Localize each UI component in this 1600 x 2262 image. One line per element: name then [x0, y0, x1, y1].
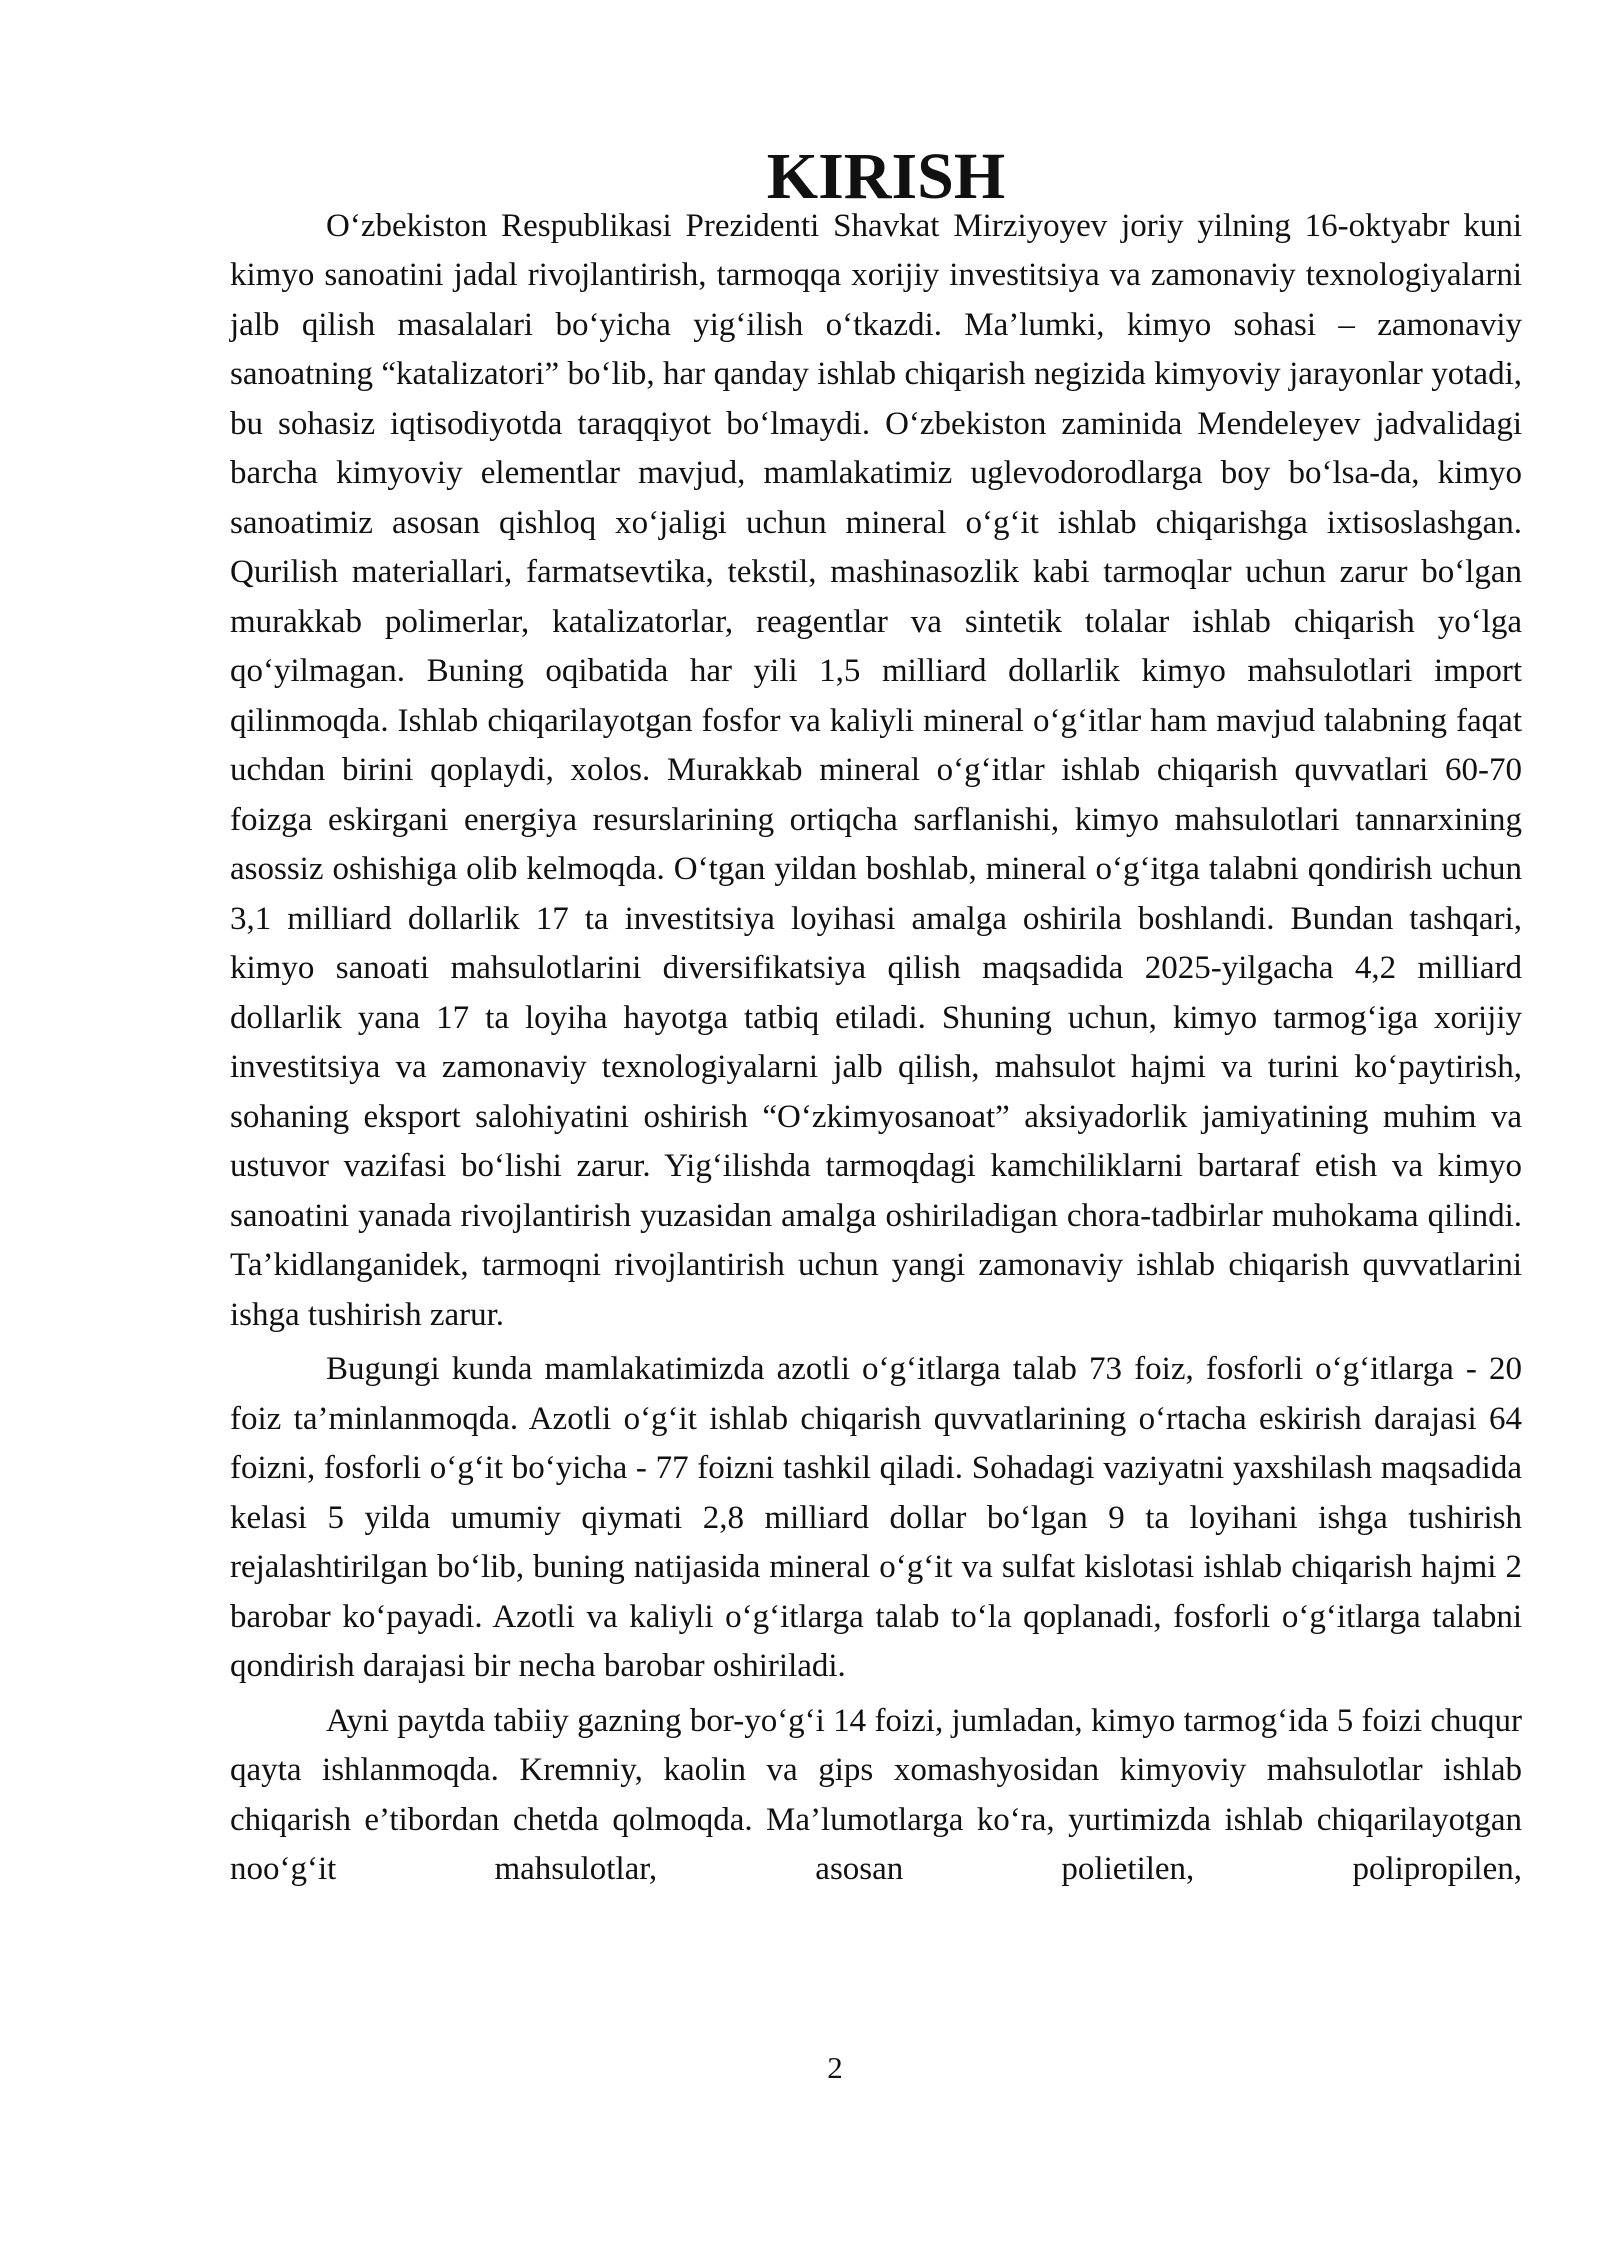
page-number: 2: [827, 2050, 843, 2085]
paragraph-2: Bugungi kunda mamlakatimizda azotli o‘g‘itlarga talab 73 foiz, fosforli o‘g‘itlarga - 20 foiz ta’minlanmoqda. Azotli o‘g‘it ishlab chiqarish quvvatlarining o‘rtacha eskirish darajasi 64 foizni, fosforli o‘g‘it bo‘yicha - 77 foizni tashkil qiladi. Sohadagi vaziyatni yaxshilash maqsadida kelasi 5 yilda umumiy qiymati 2,8 milliard dollar bo‘lgan 9 ta loyihani ishga tushirish rejalashtirilgan bo‘lib, buning natijasida mineral o‘g‘it va sulfat kislotasi ishlab chiqarish hajmi 2 barobar ko‘payadi. Azotli va kaliyli o‘g‘itlarga talab to‘la qoplanadi, fosforli o‘g‘itlarga talabni qondirish darajasi bir necha barobar oshiriladi.: [230, 1351, 1522, 1684]
page-content: [230, 140, 1522, 1895]
page-title: KIRISH: [766, 140, 1006, 213]
paragraph-3: Ayni paytda tabiiy gazning bor-yo‘g‘i 14 foizi, jumladan, kimyo tarmog‘ida 5 foizi chuqur qayta ishlanmoqda. Kremniy, kaolin va gips xomashyosidan kimyoviy mahsulotlar ishlab chiqarish e’tibordan chetda qolmoqda. Ma’lumotlarga ko‘ra, yurtimizda ishlab chiqarilayotgan noo‘g‘it mahsulotlar, asosan polietilen, polipropilen,: [230, 1702, 1522, 1887]
paragraph-1: O‘zbekiston Respublikasi Prezidenti Shavkat Mirziyoyev joriy yilning 16-oktyabr kuni kimyo sanoatini jadal rivojlantirish, tarmoqqa xorijiy investitsiya va zamonaviy texnologiyalarni jalb qilish masalalari bo‘yicha yig‘ilish o‘tkazdi. Ma’lumki, kimyo sohasi – zamonaviy sanoatning “katalizatori” bo‘lib, har qanday ishlab chiqarish negizida kimyoviy jarayonlar yotadi, bu sohasiz iqtisodiyotda taraqqiyot bo‘lmaydi. O‘zbekiston zaminida Mendeleyev jadvalidagi barcha kimyoviy elementlar mavjud, mamlakatimiz uglevodorodlarga boy bo‘lsa-da, kimyo sanoatimiz asosan qishloq xo‘jaligi uchun mineral o‘g‘it ishlab chiqarishga ixtisoslashgan. Qurilish materiallari, farmatsevtika, tekstil, mashinasozlik kabi tarmoqlar uchun zarur bo‘lgan murakkab polimerlar, katalizatorlar, reagentlar va sintetik tolalar ishlab chiqarish yo‘lga qo‘yilmagan. Buning oqibatida har yili 1,5 milliard dollarlik kimyo mahsulotlari import qilinmoqda. Ishlab chiqarilayotgan fosfor va kaliyli mineral o‘g‘itlar ham mavjud talabning faqat uchdan birini qoplaydi, xolos. Murakkab mineral o‘g‘itlar ishlab chiqarish quvvatlari 60-70 foizga eskirgani energiya resurslarining ortiqcha sarflanishi, kimyo mahsulotlari tannarxining asossiz oshishiga olib kelmoqda. O‘tgan yildan boshlab, mineral o‘g‘itga talabni qondirish uchun 3,1 milliard dollarlik 17 ta investitsiya loyihasi amalga oshirila boshlandi. Bundan tashqari, kimyo sanoati mahsulotlarini diversifikatsiya qilish maqsadida 2025-yilgacha 4,2 milliard dollarlik yana 17 ta loyiha hayotga tatbiq etiladi. Shuning uchun, kimyo tarmog‘iga xorijiy investitsiya va zamonaviy texnologiyalarni jalb qilish, mahsulot hajmi va turini ko‘paytirish, sohaning eksport salohiyatini oshirish “O‘zkimyosanoat” aksiyadorlik jamiyatining muhim va ustuvor vazifasi bo‘lishi zarur. Yig‘ilishda tarmoqdagi kamchiliklarni bartaraf etish va kimyo sanoatini yanada rivojlantirish yuzasidan amalga oshiriladigan chora-tadbirlar muhokama qilindi. Ta’kidlanganidek, tarmoqni rivojlantirish uchun yangi zamonaviy ishlab chiqarish quvvatlarini ishga tushirish zarur.: [230, 207, 1522, 1333]
